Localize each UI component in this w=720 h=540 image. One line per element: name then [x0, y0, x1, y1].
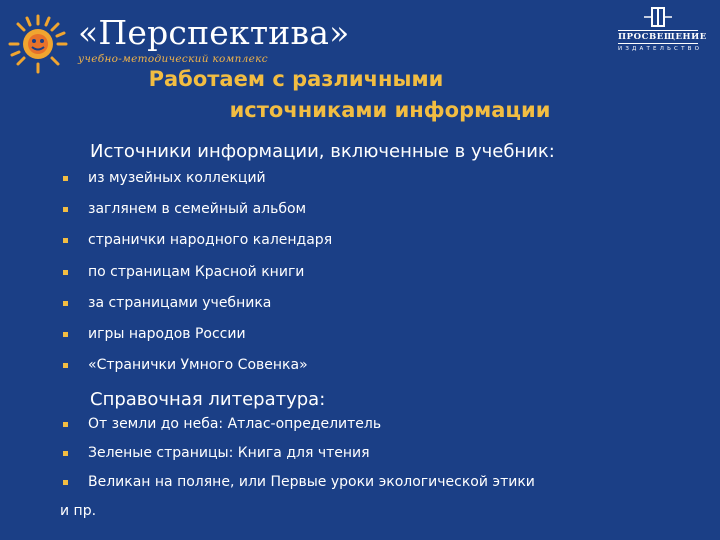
publisher-name: ПРОСВЕЩЕНИЕ [618, 32, 707, 42]
list-item-text: Зеленые страницы: Книга для чтения [88, 445, 370, 462]
brand-title: «Перспектива» [78, 13, 350, 52]
sources-list [60, 170, 700, 373]
bullet-icon [63, 480, 68, 485]
bullet-icon [63, 422, 68, 427]
brand [78, 14, 350, 65]
bullet-icon [63, 176, 68, 181]
list-item-text: «Странички Умного Совенка» [88, 357, 308, 374]
slide-title-line-1: Работаем с различными [148, 67, 444, 91]
slide-title [0, 64, 720, 126]
list-item [60, 295, 700, 311]
list-item-text: по страницам Красной книги [88, 263, 305, 280]
bullet-icon [63, 270, 68, 275]
list-item [60, 357, 700, 373]
bullet-icon [63, 332, 68, 337]
references-list [60, 416, 700, 490]
bullet-icon [63, 363, 68, 368]
list-item-text: странички народного календаря [88, 232, 333, 249]
list-item-text: заглянем в семейный альбом [88, 201, 307, 218]
publisher-subtitle: ИЗДАТЕЛЬСТВО [618, 46, 703, 52]
list-item [60, 232, 700, 248]
list-item [60, 474, 700, 490]
sources-heading: Источники информации, включенные в учебник: [90, 141, 555, 162]
publisher-emblem-icon [640, 6, 676, 28]
list-item-text: из музейных коллекций [88, 170, 266, 186]
references-heading: Справочная литература: [90, 389, 326, 411]
list-item [60, 201, 700, 217]
bullet-icon [63, 451, 68, 456]
list-item [60, 445, 700, 461]
list-item [60, 416, 700, 432]
list-item [60, 264, 700, 280]
references-tail: и пр. [60, 503, 97, 520]
list-item-text: Великан на поляне, или Первые уроки экологической этики [88, 474, 535, 491]
slide-title-line-2: источниками информации [229, 98, 551, 122]
list-item-text: за страницами учебника [88, 294, 272, 311]
slide-content [60, 140, 700, 519]
bullet-icon [63, 207, 68, 212]
brand-subtitle: учебно-методический комплекс [78, 53, 268, 65]
bullet-icon [63, 301, 68, 306]
bullet-icon [63, 238, 68, 243]
list-item [60, 326, 700, 342]
list-item-text: От земли до неба: Атлас-определитель [88, 416, 382, 433]
list-item-text: игры народов России [88, 325, 246, 342]
list-item [60, 170, 700, 186]
publisher-logo [618, 6, 707, 52]
